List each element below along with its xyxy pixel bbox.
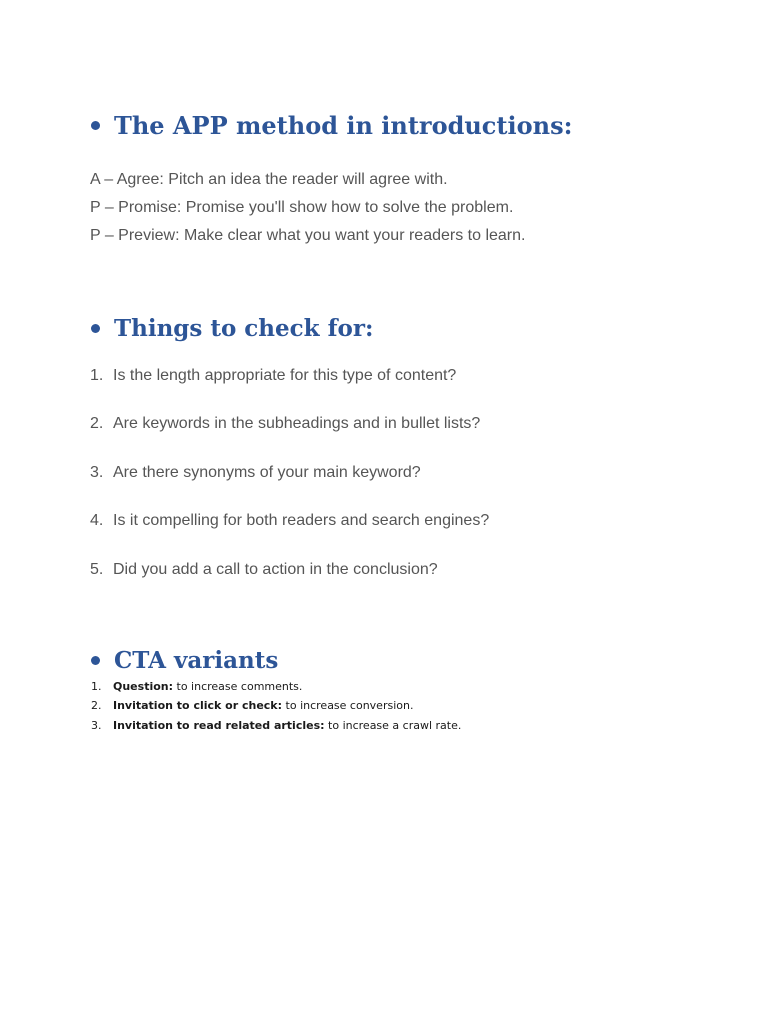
cta-label: Question: xyxy=(113,680,174,693)
item-text: Are keywords in the subheadings and in bullet lists? xyxy=(113,415,481,432)
cta-text: to increase a crawl rate. xyxy=(324,719,462,732)
item-number: 2. xyxy=(90,415,104,432)
cta-heading xyxy=(91,647,278,674)
cta-label: Invitation to click or check: xyxy=(113,699,283,712)
cta-text: to increase conversion. xyxy=(282,699,414,712)
item-number: 3. xyxy=(91,719,102,732)
checklist-item xyxy=(90,367,456,385)
item-text: Is it compelling for both readers and search engines? xyxy=(113,512,490,529)
item-text: Are there synonyms of your main keyword? xyxy=(113,464,421,481)
checklist-item xyxy=(90,464,421,482)
item-number: 1. xyxy=(90,367,104,384)
checklist-item xyxy=(90,512,489,530)
cta-heading-text: CTA variants xyxy=(114,647,279,674)
item-number: 5. xyxy=(90,561,104,578)
cta-item xyxy=(91,680,302,693)
app-agree-line: A – Agree: Pitch an idea the reader will agree with. xyxy=(90,171,448,188)
item-number: 3. xyxy=(90,464,104,481)
bullet-dot-icon xyxy=(91,121,100,130)
cta-item xyxy=(91,699,413,712)
checklist-heading xyxy=(91,315,373,342)
item-text: Is the length appropriate for this type of content? xyxy=(113,367,457,384)
item-number: 4. xyxy=(90,512,104,529)
checklist-item xyxy=(90,415,480,433)
item-number: 2. xyxy=(91,699,102,712)
checklist-item xyxy=(90,561,438,579)
app-method-heading xyxy=(91,111,572,140)
bullet-dot-icon xyxy=(91,324,100,333)
cta-label: Invitation to read related articles: xyxy=(113,719,325,732)
app-promise-line: P – Promise: Promise you'll show how to solve the problem. xyxy=(90,199,514,216)
cta-text: to increase comments. xyxy=(173,680,303,693)
app-method-heading-text: The APP method in introductions: xyxy=(114,111,573,140)
item-number: 1. xyxy=(91,680,102,693)
checklist-heading-text: Things to check for: xyxy=(114,315,374,342)
item-text: Did you add a call to action in the conclusion? xyxy=(113,561,438,578)
bullet-dot-icon xyxy=(91,656,100,665)
app-preview-line: P – Preview: Make clear what you want your readers to learn. xyxy=(90,227,526,244)
cta-item xyxy=(91,719,461,732)
